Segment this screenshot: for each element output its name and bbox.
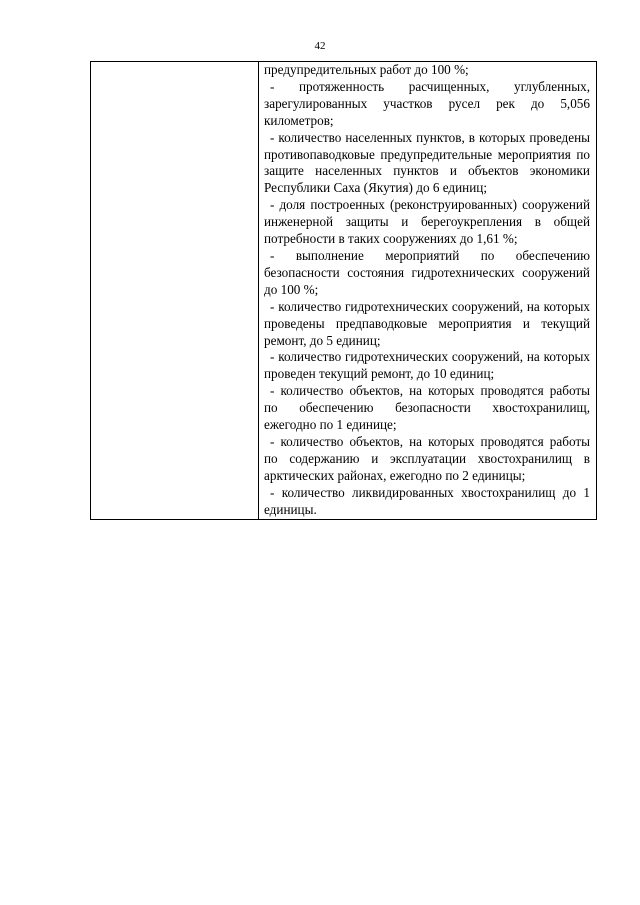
list-item: - количество ликвидированных хвостохранилищ до 1 единицы. bbox=[264, 484, 590, 517]
list-item: - выполнение мероприятий по обеспечению безопасности состояния гидротехнических сооружений до 100 %; bbox=[264, 247, 590, 297]
document-table bbox=[90, 61, 597, 520]
page-number: 42 bbox=[314, 40, 326, 52]
list-item: - доля построенных (реконструированных) сооружений инженерной защиты и берегоукрепления в общей потребности в таких сооружениях до 1,61 %; bbox=[264, 197, 590, 247]
list-item: - количество объектов, на которых проводятся работы по содержанию и эксплуатации хвостохранилищ в арктических районах, ежегодно по 2 единицы; bbox=[264, 433, 590, 483]
indicator-list bbox=[264, 62, 590, 519]
list-item: - количество объектов, на которых проводятся работы по обеспечению безопасности хвостохранилищ, ежегодно по 1 единице; bbox=[264, 383, 590, 433]
list-item: предупредительных работ до 100 %; bbox=[264, 62, 469, 77]
table-row bbox=[91, 62, 597, 520]
left-cell bbox=[91, 62, 259, 520]
right-cell bbox=[259, 62, 597, 520]
list-item: - количество населенных пунктов, в которых проведены противопаводковые предупредительные мероприятия по защите населенных пунктов и объектов экономики Республики Саха (Якутия) до 6 единиц; bbox=[264, 129, 590, 196]
list-item: - протяженность расчищенных, углубленных, зарегулированных участков русел рек до 5,056 километров; bbox=[264, 78, 590, 128]
list-item: - количество гидротехнических сооружений, на которых проведены предпаводковые мероприятия и текущий ремонт, до 5 единиц; bbox=[264, 298, 590, 348]
list-item: - количество гидротехнических сооружений, на которых проведен текущий ремонт, до 10 единиц; bbox=[264, 349, 590, 382]
